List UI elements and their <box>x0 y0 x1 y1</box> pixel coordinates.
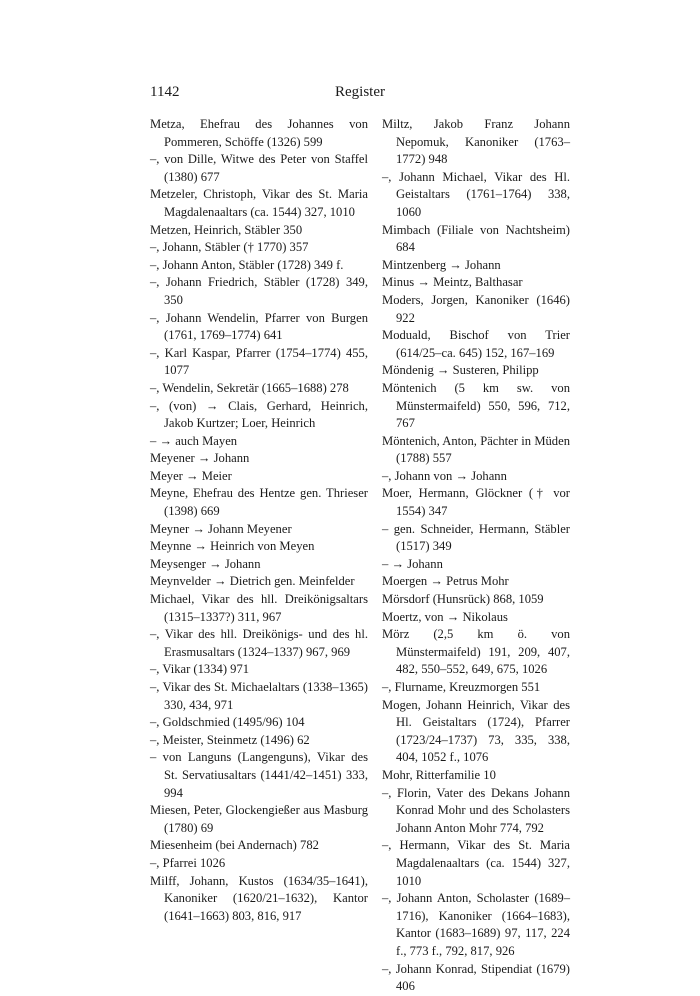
index-entry: Meyne, Ehefrau des Hentze gen. Thrieser (1398) 669 <box>150 486 368 519</box>
index-entry: – → auch Mayen <box>150 433 238 448</box>
index-entry: Meyener → Johann <box>150 451 250 466</box>
index-entry: Michael, Vikar des hll. Dreikönigsaltars (1315–1337?) 311, 967 <box>150 592 368 624</box>
index-entry: Minus → Meintz, Balthasar <box>382 275 523 290</box>
index-entry: Meyner → Johann Meyener <box>150 521 292 536</box>
index-entry: Meynvelder → Dietrich gen. Meinfelder <box>150 574 355 589</box>
index-entry: – von Languns (Langenguns), Vikar des St. Servatiusaltars (1441/42–1451) 333, 994 <box>150 750 368 800</box>
page-header <box>150 84 570 106</box>
index-entry: –, Vikar (1334) 971 <box>150 662 250 677</box>
index-entry: Miltz, Jakob Franz Johann Nepomuk, Kanoniker (1763–1772) 948 <box>382 117 570 167</box>
index-entry: Meynne → Heinrich von Meyen <box>150 539 315 554</box>
index-entry: Moergen → Petrus Mohr <box>382 574 509 589</box>
index-entry: –, Johann Wendelin, Pfarrer von Burgen (1761, 1769–1774) 641 <box>150 310 368 343</box>
index-entry: Moders, Jorgen, Kanoniker (1646) 922 <box>382 292 570 325</box>
index-entry: –, Meister, Steinmetz (1496) 62 <box>150 732 310 747</box>
index-column-left <box>150 116 368 925</box>
index-entry: Meyer → Meier <box>150 468 232 483</box>
index-entry: Möndenig → Susteren, Philipp <box>382 363 539 378</box>
index-entry: –, Hermann, Vikar des St. Maria Magdalenaaltars (ca. 1544) 327, 1010 <box>382 838 570 888</box>
index-column-right <box>382 116 570 996</box>
index-entry: –, von Dille, Witwe des Peter von Staffel (1380) 677 <box>150 152 368 184</box>
index-entry: –, Vikar des St. Michaelaltars (1338–1365) 330, 434, 971 <box>150 680 368 712</box>
index-entry: –, Johann Michael, Vikar des Hl. Geistaltars (1761–1764) 338, 1060 <box>382 169 570 219</box>
index-entry: –, Johann Friedrich, Stäbler (1728) 349, 350 <box>150 275 368 307</box>
index-entry: Mörz (2,5 km ö. von Münstermaifeld) 191, 209, 407, 482, 550–552, 649, 675, 1026 <box>382 627 570 677</box>
index-entry: Mohr, Ritterfamilie 10 <box>382 767 496 782</box>
index-entry: –, Johann von → Johann <box>382 468 507 483</box>
index-entry: –, Wendelin, Sekretär (1665–1688) 278 <box>150 380 349 395</box>
index-entry: –, Goldschmied (1495/96) 104 <box>150 715 305 730</box>
index-entry: Möntenich, Anton, Pächter in Müden (1788) 557 <box>382 433 570 466</box>
index-entry: Möntenich (5 km sw. von Münstermaifeld) 550, 596, 712, 767 <box>382 380 570 431</box>
index-entry: Moer, Hermann, Glöckner († vor 1554) 347 <box>382 486 570 519</box>
index-entry: Milff, Johann, Kustos (1634/35–1641), Kanoniker (1620/21–1632), Kantor (1641–1663) 803, 816, 917 <box>150 873 368 923</box>
index-entry: – → Johann <box>382 556 443 571</box>
index-entry: –, Vikar des hll. Dreikönigs- und des hl. Erasmusaltars (1324–1337) 967, 969 <box>150 627 368 659</box>
index-entry: Mörsdorf (Hunsrück) 868, 1059 <box>382 592 544 607</box>
index-entry: – gen. Schneider, Hermann, Stäbler (1517) 349 <box>382 521 570 554</box>
index-entry: Miesenheim (bei Andernach) 782 <box>150 838 319 853</box>
index-entry: –, Johann Anton, Scholaster (1689–1716), Kanoniker (1664–1683), Kantor (1683–1689) 97, 117, 224 f., 773 f., 792, 817, 926 <box>382 891 570 958</box>
index-entry: Moertz, von → Nikolaus <box>382 609 508 624</box>
index-entry: –, Flurname, Kreuzmorgen 551 <box>382 680 541 694</box>
index-entry: Moduald, Bischof von Trier (614/25–ca. 645) 152, 167–169 <box>382 328 570 360</box>
index-entry: –, Pfarrei 1026 <box>150 855 226 870</box>
index-entry: Mintzenberg → Johann <box>382 257 501 272</box>
index-entry: Metzeler, Christoph, Vikar des St. Maria Magdalenaaltars (ca. 1544) 327, 1010 <box>150 187 368 219</box>
index-entry: –, Johann Konrad, Stipendiat (1679) 406 <box>382 961 570 994</box>
running-title: Register <box>335 84 385 100</box>
index-entry: –, Johann Anton, Stäbler (1728) 349 f. <box>150 257 344 272</box>
index-entry: –, Karl Kaspar, Pfarrer (1754–1774) 455, 1077 <box>150 345 368 378</box>
index-entry: Metzen, Heinrich, Stäbler 350 <box>150 222 303 237</box>
index-entry: Mogen, Johann Heinrich, Vikar des Hl. Geistaltars (1724), Pfarrer (1723/24–1737) 73, 335, 338, 404, 1052 f., 1076 <box>382 697 570 765</box>
index-entry: –, (von) → Clais, Gerhard, Heinrich, Jakob Kurtzer; Loer, Heinrich <box>150 398 368 431</box>
index-entry: –, Johann, Stäbler († 1770) 357 <box>150 240 309 255</box>
page-number: 1142 <box>150 84 180 100</box>
index-entry: Metza, Ehefrau des Johannes von Pommeren, Schöffe (1326) 599 <box>150 117 368 149</box>
index-entry: Miesen, Peter, Glockengießer aus Masburg (1780) 69 <box>150 803 368 835</box>
index-entry: Meysenger → Johann <box>150 556 261 571</box>
index-entry: Mimbach (Filiale von Nachtsheim) 684 <box>382 222 570 255</box>
index-entry: –, Florin, Vater des Dekans Johann Konrad Mohr und des Scholasters Johann Anton Mohr 774, 792 <box>382 785 570 835</box>
